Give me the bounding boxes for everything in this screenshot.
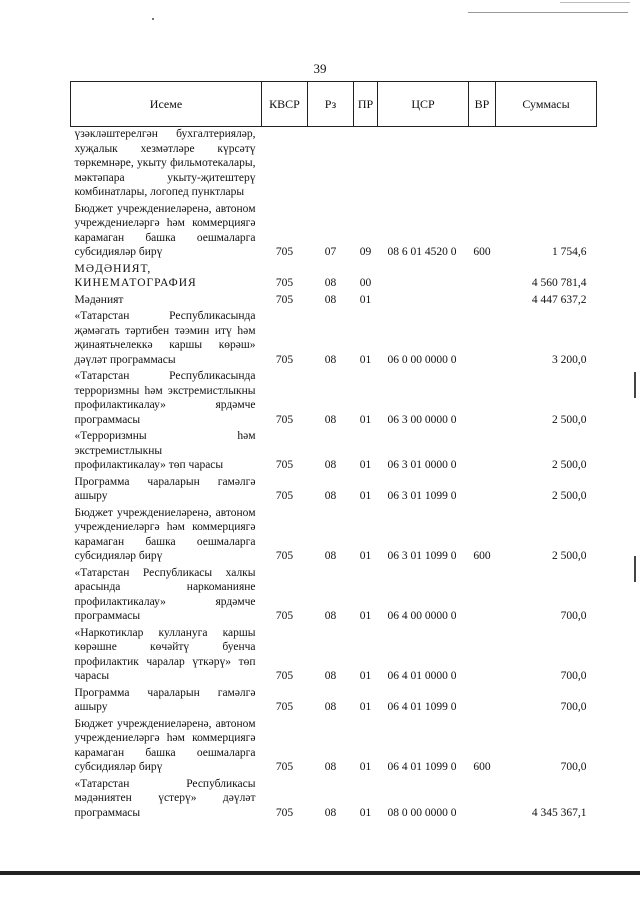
row-pr: 01 [359, 806, 372, 819]
row-vr: 600 [473, 761, 491, 773]
row-sum: 700,0 [560, 701, 587, 713]
row-kvsr: 705 [275, 670, 294, 682]
row-vr [469, 293, 496, 310]
row-vr [469, 626, 496, 686]
row-vr [469, 369, 496, 429]
table-header-row [71, 82, 597, 127]
row-name: «Татарстан Республикасында җәмәгать тәртибен тәэмин итү һәм җинаятьчелеккә каршы көрәш» дәүләт программасы [74, 310, 256, 366]
row-csr: 06 4 01 1099 0 [387, 761, 457, 773]
header-name: Исеме [71, 82, 262, 127]
row-kvsr: 705 [275, 701, 294, 713]
row-csr: 06 4 00 0000 0 [387, 610, 457, 622]
row-name: Бюджет учреждениеләренә, автоном учреждениеләргә һәм коммерциягә карамаган башка оешмаларга субсидияләр бирү [74, 717, 256, 773]
row-kvsr: 705 [275, 277, 294, 289]
table-row [71, 262, 597, 293]
row-name: «Терроризмны һәм экстремистлыкны профилактикалау» төп чарасы [74, 430, 256, 471]
table-row [71, 429, 597, 475]
row-kvsr: 705 [275, 806, 294, 819]
row-pr: 01 [359, 701, 372, 713]
row-rz: 08 [324, 353, 337, 366]
row-kvsr: 705 [275, 413, 294, 426]
row-pr: 01 [359, 550, 372, 562]
row-csr: 06 3 01 1099 0 [387, 550, 457, 562]
row-kvsr: 705 [275, 293, 294, 306]
row-rz [308, 127, 354, 202]
row-sum: 4 560 781,4 [531, 277, 587, 289]
row-name: «Наркотиклар куллануга каршы көрәшне көчәйтү буенча профилактик чаралар үткәрү» төп чарасы [74, 626, 256, 682]
row-rz: 08 [324, 490, 337, 502]
row-kvsr: 705 [275, 610, 294, 622]
row-name: «Татарстан Республикасы халкы арасында наркоманияне профилактикалау» ярдәмче программасы [74, 566, 256, 622]
row-rz: 08 [324, 413, 337, 426]
row-pr: 01 [359, 670, 372, 682]
row-csr: 08 6 01 4520 0 [387, 246, 457, 258]
row-pr: 01 [359, 490, 372, 502]
row-name: Программа чараларын гамәлгә ашыру [74, 686, 256, 713]
row-csr: 06 4 01 0000 0 [387, 670, 457, 682]
row-rz: 07 [324, 246, 337, 258]
row-name: үзәкләштерелгән бухгалтерияләр, хуҗалык хезмәтләре күрсәтү төркемнәре, укыту фильмотекалары, мәктәпара укыту-җитештерү комбинатлары, логопед пунктлары [74, 128, 256, 198]
row-kvsr: 705 [275, 353, 294, 366]
header-rz: Рз [308, 82, 354, 127]
row-csr: 08 0 00 0000 0 [387, 806, 457, 819]
row-sum: 2 500,0 [552, 459, 587, 471]
row-rz: 08 [324, 459, 337, 471]
row-vr [469, 777, 496, 823]
row-pr: 01 [359, 761, 372, 773]
row-rz: 08 [324, 550, 337, 562]
row-sum: 2 500,0 [552, 550, 587, 562]
row-sum: 4 447 637,2 [531, 293, 587, 306]
row-name: Бюджет учреждениеләренә, автоном учреждениеләргә һәм коммерциягә карамаган башка оешмаларга субсидияләр бирү [74, 202, 256, 258]
row-pr: 01 [359, 353, 372, 366]
row-rz: 08 [324, 293, 337, 306]
row-sum: 2 500,0 [552, 413, 587, 426]
row-name: Бюджет учреждениеләренә, автоном учреждениеләргә һәм коммерциягә карамаган башка оешмаларга субсидияләр бирү [74, 506, 256, 562]
row-csr: 06 0 00 0000 0 [387, 353, 457, 366]
row-pr: 01 [359, 610, 372, 622]
table-row [71, 309, 597, 369]
row-name: Программа чараларын гамәлгә ашыру [74, 475, 256, 502]
row-sum: 700,0 [560, 610, 587, 622]
row-vr [469, 686, 496, 717]
row-kvsr: 705 [275, 761, 294, 773]
row-pr: 01 [359, 293, 372, 306]
row-vr: 600 [473, 246, 491, 258]
scan-edge-mark [634, 372, 636, 398]
header-sum: Суммасы [496, 82, 597, 127]
table-row [71, 777, 597, 823]
row-name: МӘДӘНИЯТ, КИНЕМАТОГРАФИЯ [74, 262, 197, 289]
table-row [71, 566, 597, 626]
row-sum [496, 127, 597, 202]
row-kvsr [262, 127, 308, 202]
header-vr: ВР [469, 82, 496, 127]
row-pr: 01 [359, 459, 372, 471]
row-sum: 2 500,0 [552, 490, 587, 502]
row-pr [354, 127, 378, 202]
row-rz: 08 [324, 610, 337, 622]
header-pr: ПР [354, 82, 378, 127]
row-pr: 01 [359, 413, 372, 426]
table-row [71, 686, 597, 717]
row-csr [378, 293, 469, 310]
row-vr [469, 262, 496, 293]
table-row [71, 717, 597, 777]
row-sum: 1 754,6 [552, 246, 587, 258]
row-csr: 06 4 01 1099 0 [387, 701, 457, 713]
row-vr [469, 475, 496, 506]
table-row [71, 293, 597, 310]
budget-table [70, 81, 597, 822]
row-rz: 08 [324, 277, 337, 289]
row-name: «Татарстан Республикасы мәдәниятен үстерү» дәүләт программасы [74, 777, 256, 819]
row-kvsr: 705 [275, 246, 294, 258]
scan-edge-mark [634, 556, 636, 582]
row-pr: 00 [359, 277, 372, 289]
row-kvsr: 705 [275, 459, 294, 471]
scan-artifact-line [468, 12, 628, 13]
header-csr: ЦСР [378, 82, 469, 127]
row-vr [469, 566, 496, 626]
row-sum: 700,0 [560, 761, 587, 773]
scan-artifact-line [560, 2, 630, 3]
table-row [71, 369, 597, 429]
row-csr: 06 3 01 1099 0 [387, 490, 457, 502]
row-rz: 08 [324, 670, 337, 682]
row-pr: 09 [359, 246, 372, 258]
row-sum: 700,0 [560, 670, 587, 682]
row-vr: 600 [473, 550, 491, 562]
row-sum: 4 345 367,1 [531, 806, 587, 819]
table-row [71, 127, 597, 202]
header-kvsr: КВСР [262, 82, 308, 127]
row-rz: 08 [324, 761, 337, 773]
row-csr: 06 3 00 0000 0 [387, 413, 457, 426]
table-row [71, 475, 597, 506]
row-rz: 08 [324, 701, 337, 713]
row-vr [469, 309, 496, 369]
table-row [71, 506, 597, 566]
table-row [71, 202, 597, 262]
row-kvsr: 705 [275, 490, 294, 502]
row-vr [469, 127, 496, 202]
table-row [71, 626, 597, 686]
row-name: «Татарстан Республикасында терроризмны һәм экстремистлыкны профилактикалау» ярдәмче программасы [74, 370, 256, 426]
row-rz: 08 [324, 806, 337, 819]
page-number: 39 [313, 61, 327, 76]
row-csr [378, 262, 469, 293]
row-csr: 06 3 01 0000 0 [387, 459, 457, 471]
row-name: Мәдәният [74, 293, 124, 306]
row-sum: 3 200,0 [552, 353, 587, 366]
row-vr [469, 429, 496, 475]
row-kvsr: 705 [275, 550, 294, 562]
scan-artifact-dot [152, 18, 154, 20]
scan-bottom-bar [0, 871, 640, 875]
row-csr [378, 127, 469, 202]
